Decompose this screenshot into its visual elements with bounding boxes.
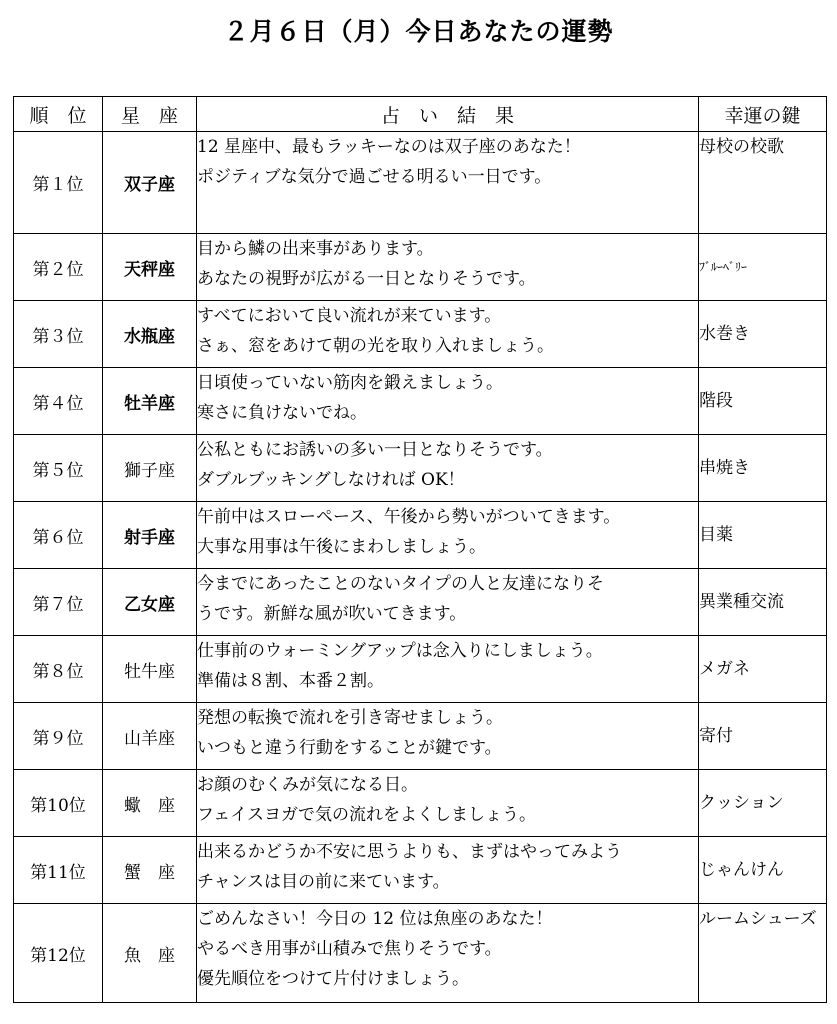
- lucky-key-cell: 階段: [699, 368, 827, 435]
- result-line: いつもと違う行動をすることが鍵です。: [197, 738, 502, 758]
- result-cell: [197, 502, 699, 569]
- lucky-key-cell: 母校の校歌: [699, 132, 827, 234]
- sign-cell: 蠍 座: [103, 770, 197, 837]
- result-line: すべてにおいて良い流れが来ています。: [197, 306, 502, 326]
- sign-cell: 牡牛座: [103, 636, 197, 703]
- table-row: [14, 132, 827, 234]
- table-row: [14, 703, 827, 770]
- lucky-key-cell: 異業種交流: [699, 569, 827, 636]
- sign-cell: 獅子座: [103, 435, 197, 502]
- lucky-key-cell: メガネ: [699, 636, 827, 703]
- result-line: フェイスヨガで気の流れをよくしましょう。: [197, 805, 536, 825]
- table-row: [14, 837, 827, 904]
- lucky-key-cell: 目薬: [699, 502, 827, 569]
- rank-cell: 第６位: [14, 502, 103, 569]
- header-key: 幸運の鍵: [699, 97, 827, 132]
- result-line: ごめんなさい！今日の 12 位は魚座のあなた！: [197, 909, 553, 929]
- rank-cell: 第10位: [14, 770, 103, 837]
- table-row: [14, 502, 827, 569]
- rank-cell: 第１位: [14, 132, 103, 234]
- header-rank: 順 位: [14, 97, 103, 132]
- result-line: 準備は８割、本番２割。: [197, 671, 384, 691]
- table-row: [14, 435, 827, 502]
- table-row: [14, 636, 827, 703]
- result-cell: [197, 301, 699, 368]
- rank-cell: 第５位: [14, 435, 103, 502]
- result-line: お顔のむくみが気になる日。: [197, 775, 418, 795]
- result-cell: [197, 234, 699, 301]
- lucky-key-cell: クッション: [699, 770, 827, 837]
- lucky-key-cell: 串焼き: [699, 435, 827, 502]
- rank-cell: 第４位: [14, 368, 103, 435]
- result-line: 発想の転換で流れを引き寄せましょう。: [197, 708, 503, 728]
- result-cell: [197, 435, 699, 502]
- result-line: ダブルブッキングしなければ OK！: [197, 470, 465, 490]
- table-row: [14, 904, 827, 1003]
- result-line: うです。新鮮な風が吹いてきます。: [197, 604, 467, 624]
- result-cell: [197, 569, 699, 636]
- result-cell: [197, 837, 699, 904]
- result-line: 日頃使っていない筋肉を鍛えましょう。: [197, 373, 503, 393]
- sign-cell: 天秤座: [103, 234, 197, 301]
- result-line: ポジティブな気分で過ごせる明るい一日です。: [197, 167, 552, 187]
- result-cell: [197, 132, 699, 234]
- table-header-row: [14, 97, 827, 132]
- result-line: 寒さに負けないでね。: [197, 403, 367, 423]
- sign-cell: 乙女座: [103, 569, 197, 636]
- table-row: [14, 234, 827, 301]
- lucky-key-cell: ﾌﾞﾙｰﾍﾞﾘｰ: [699, 234, 827, 301]
- header-sign: 星 座: [103, 97, 197, 132]
- sign-cell: 牡羊座: [103, 368, 197, 435]
- rank-cell: 第２位: [14, 234, 103, 301]
- table-row: [14, 368, 827, 435]
- result-line: 優先順位をつけて片付けましょう。: [197, 969, 469, 989]
- result-line: 大事な用事は午後にまわしましょう。: [197, 537, 486, 557]
- table-row: [14, 569, 827, 636]
- fortune-table: [13, 96, 827, 1003]
- lucky-key-cell: 寄付: [699, 703, 827, 770]
- rank-cell: 第８位: [14, 636, 103, 703]
- rank-cell: 第７位: [14, 569, 103, 636]
- header-result: 占 い 結 果: [197, 97, 699, 132]
- result-line: あなたの視野が広がる一日となりそうです。: [197, 269, 536, 289]
- result-cell: [197, 770, 699, 837]
- result-line: 今までにあったことのないタイプの人と友達になりそ: [197, 574, 604, 594]
- result-line: 午前中はスローペース、午後から勢いがついてきます。: [197, 507, 621, 527]
- rank-cell: 第３位: [14, 301, 103, 368]
- lucky-key-cell: ルームシューズ: [699, 904, 827, 1003]
- rank-cell: 第９位: [14, 703, 103, 770]
- sign-cell: 蟹 座: [103, 837, 197, 904]
- result-cell: [197, 904, 699, 1003]
- result-line: チャンスは目の前に来ています。: [197, 872, 450, 892]
- sign-cell: 双子座: [103, 132, 197, 234]
- table-row: [14, 301, 827, 368]
- result-line: やるべき用事が山積みで焦りそうです。: [197, 939, 502, 959]
- result-cell: [197, 636, 699, 703]
- lucky-key-cell: 水巻き: [699, 301, 827, 368]
- rank-cell: 第11位: [14, 837, 103, 904]
- sign-cell: 射手座: [103, 502, 197, 569]
- result-cell: [197, 368, 699, 435]
- sign-cell: 水瓶座: [103, 301, 197, 368]
- result-cell: [197, 703, 699, 770]
- result-line: 12 星座中、最もラッキーなのは双子座のあなた！: [197, 137, 581, 157]
- sign-cell: 魚 座: [103, 904, 197, 1003]
- page-title: ２月６日（月）今日あなたの運勢: [223, 17, 614, 46]
- rank-cell: 第12位: [14, 904, 103, 1003]
- table-row: [14, 770, 827, 837]
- result-line: 公私ともにお誘いの多い一日となりそうです。: [197, 440, 553, 460]
- result-line: 仕事前のウォーミングアップは念入りにしましょう。: [197, 641, 603, 661]
- result-line: 出来るかどうか不安に思うよりも、まずはやってみよう: [197, 842, 622, 862]
- sign-cell: 山羊座: [103, 703, 197, 770]
- result-line: 目から鱗の出来事があります。: [197, 239, 434, 259]
- result-line: さぁ、窓をあけて朝の光を取り入れましょう。: [197, 336, 554, 356]
- lucky-key-cell: じゃんけん: [699, 837, 827, 904]
